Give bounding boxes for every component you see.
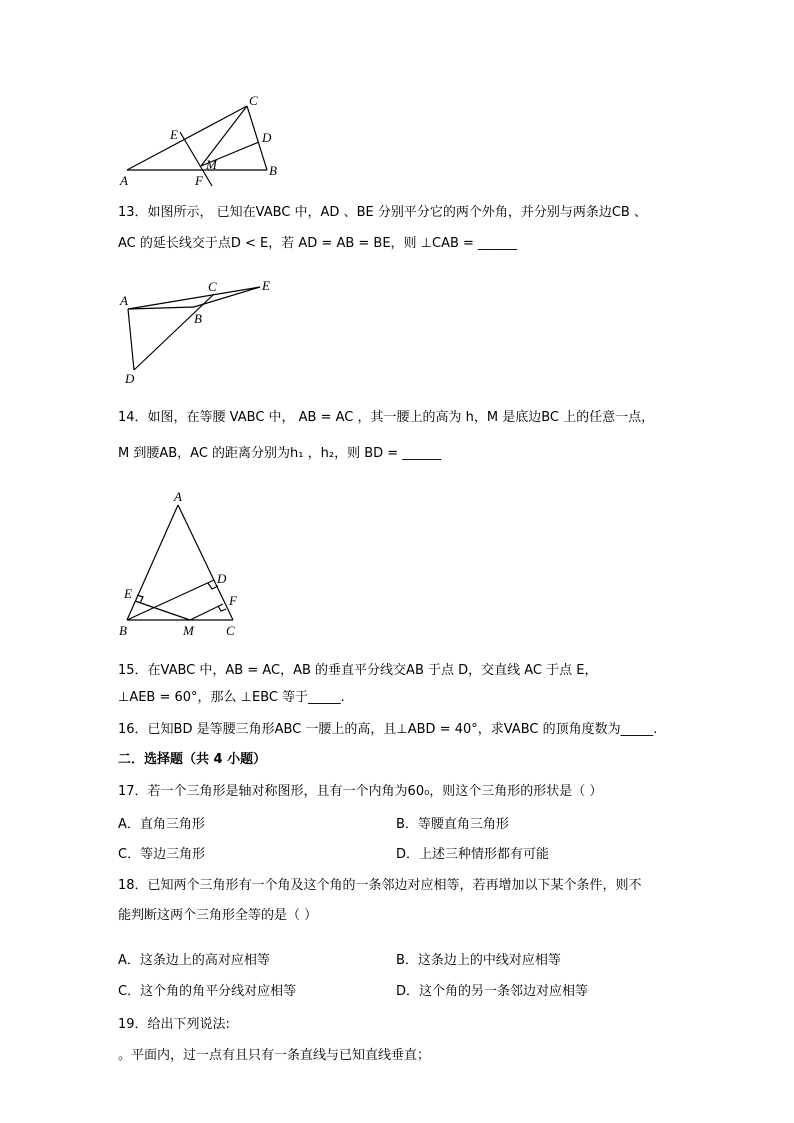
label-f: F — [195, 173, 203, 188]
label-f: F — [229, 593, 237, 608]
q17-option-d: D．上述三种情形都有可能 — [396, 847, 550, 862]
q18-option-a: A．这条边上的高对应相等 — [118, 953, 270, 968]
label-a: A — [120, 293, 128, 308]
q18-line2: 能判断这两个三角形全等的是（ ） — [118, 908, 318, 923]
q16-line1: 16．已知BD 是等腰三角形ABC 一腰上的高，且⊥ABD = 40°，求VABC 的顶角度数为_____. — [118, 722, 658, 737]
q15-line1: 15．在VABC 中，AB = AC，AB 的垂直平分线交AB 于点 D，交直线 AC 于点 E， — [118, 663, 598, 678]
label-d: D — [125, 371, 135, 386]
label-c: C — [249, 93, 258, 108]
label-m: M — [206, 157, 217, 172]
segment-ad — [128, 309, 134, 370]
q14-line1: 14．如图，在等腰 VABC 中， AB = AC ，其一腰上的高为 h，M 是底边BC 上的任意一点， — [118, 410, 655, 425]
q18-option-d: D．这个角的另一条邻边对应相等 — [396, 984, 589, 999]
label-a: A — [174, 489, 182, 504]
label-e: E — [124, 586, 132, 601]
label-e: E — [262, 278, 270, 293]
q18-option-b: B．这条边上的中线对应相等 — [396, 953, 561, 968]
q17-option-a: A．直角三角形 — [118, 817, 205, 832]
label-e: E — [170, 127, 178, 142]
segment-bd — [127, 580, 214, 620]
q18-option-c: C．这个角的角平分线对应相等 — [118, 984, 297, 999]
q13-line1: 13．如图所示， 已知在VABC 中，AD 、BE 分别平分它的两个外角，并分别与两条边CB 、 — [118, 205, 647, 220]
label-d: D — [262, 130, 272, 145]
q17-stem: 17．若一个三角形是轴对称图形，且有一个内角为60₀，则这个三角形的形状是（ ） — [118, 784, 603, 799]
q13-line2: AC 的延长线交于点D < E，若 AD = AB = BE，则 ⊥CAB = ______ — [118, 236, 518, 251]
figure-q14 — [110, 485, 250, 640]
right-angle-f — [218, 606, 226, 611]
section-2-title: 二．选择题（共 4 小题） — [118, 752, 267, 767]
figure-q13 — [110, 275, 290, 390]
q17-option-b: B．等腰直角三角形 — [396, 817, 509, 832]
label-b: B — [119, 623, 127, 638]
q18-line1: 18．已知两个三角形有一个角及这个角的一条邻边对应相等，若再增加以下某个条件，则不 — [118, 878, 642, 893]
label-m: M — [183, 623, 194, 638]
segment-ac — [178, 505, 233, 620]
label-b: B — [269, 163, 277, 178]
label-a: A — [120, 173, 128, 188]
segment-ab — [127, 505, 178, 620]
q15-line2: ⊥AEB = 60°，那么 ⊥EBC 等于_____. — [118, 690, 345, 705]
label-b: B — [194, 311, 202, 326]
label-d: D — [217, 571, 227, 586]
figure-q12 — [110, 90, 300, 190]
segment-ae — [128, 287, 260, 309]
q19-item-1: 。平面内，过一点有且只有一条直线与已知直线垂直； — [118, 1048, 431, 1063]
q14-line2: M 到腰AB，AC 的距离分别为h₁ ，h₂，则 BD = ______ — [118, 446, 442, 461]
label-c: C — [208, 279, 217, 294]
q19-stem: 19．给出下列说法: — [118, 1017, 230, 1032]
label-c: C — [226, 623, 235, 638]
segment-ac — [127, 106, 247, 170]
q17-option-c: C．等边三角形 — [118, 847, 206, 862]
